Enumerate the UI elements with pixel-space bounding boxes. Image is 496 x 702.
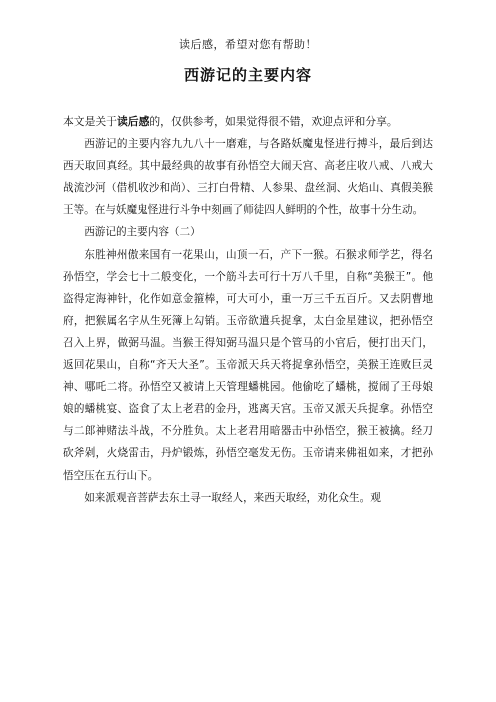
document-title: 西游记的主要内容	[183, 66, 312, 84]
story-paragraph: 东胜神州傲来国有一花果山，山顶一石，产下一猴。石猴求师学艺，得名孙悟空，学会七十二般变化，一个筋斗去可行十万八千里，自称“美猴王”。他盗得定海神针，化作如意金箍棒，可大可小，重一万三千五百斤。又去阴曹地府，把猴属名字从生死簿上勾销。玉帝欲遣兵捉拿，太白金星建议，把孙悟空召入上界，做弼马温。当猴王得知弼马温只是个管马的小官后，便打出天门，返回花果山，自称“齐天大圣”。玉帝派天兵天将捉拿孙悟空，美猴王连败巨灵神、哪吒二将。孙悟空又被请上天管理蟠桃园。他偷吃了蟠桃，搅闹了王母娘娘的蟠桃宴、盗食了太上老君的金丹，逃离天宫。玉帝又派天兵捉拿。孙悟空与二郎神赌法斗战，不分胜负。太上老君用暗器击中孙悟空，猴王被擒。经刀砍斧剁，火烧雷击，丹炉锻炼，孙悟空毫发无伤。玉帝请来佛祖如来，才把孙悟空压在五行山下。	[63, 248, 433, 482]
intro-text-start: 本文是关于	[63, 115, 117, 128]
header-note: 读后感，希望对您有帮助！	[179, 38, 317, 51]
intro-keyword: 读后感	[116, 115, 150, 128]
section-heading: 西游记的主要内容（二）	[84, 226, 201, 239]
document-body	[63, 111, 433, 509]
summary-paragraph: 西游记的主要内容九九八十一磨难，与各路妖魔鬼怪进行搏斗，最后到达西天取回真经。其中最经典的故事有孙悟空大闹天宫、高老庄收八戒、八戒大战流沙河（借机收沙和尚）、三打白骨精、人参果、盘丝洞、火焰山、真假美猴王等。在与妖魔鬼怪进行斗争中刻画了师徒四人鲜明的个性，故事十分生动。	[63, 138, 433, 217]
intro-paragraph	[63, 111, 433, 133]
intro-text-end: 的，仅供参考，如果觉得很不错，欢迎点评和分享。	[149, 115, 398, 128]
continuation-paragraph: 如来派观音菩萨去东土寻一取经人，来西天取经，劝化众生。观	[84, 491, 381, 504]
